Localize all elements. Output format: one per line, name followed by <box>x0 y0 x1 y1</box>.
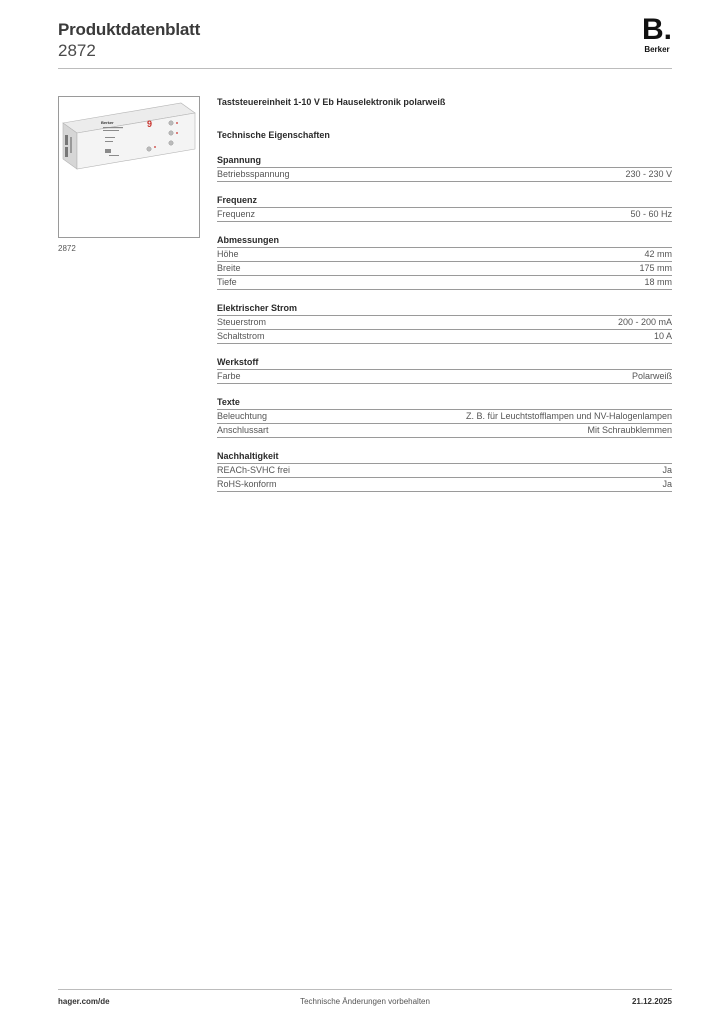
spec-group-werkstoff <box>217 356 672 384</box>
spec-label: Schaltstrom <box>217 331 265 341</box>
header-divider <box>58 68 672 69</box>
spec-group-title: Nachhaltigkeit <box>217 451 279 461</box>
spec-value: 10 A <box>653 331 672 341</box>
berker-logo <box>640 13 674 54</box>
spec-value: Mit Schraubklemmen <box>587 425 672 435</box>
spec-group-title: Abmessungen <box>217 235 280 245</box>
footer-divider <box>58 989 672 990</box>
spec-row <box>217 329 672 344</box>
spec-row <box>217 369 672 384</box>
document-number: 2872 <box>58 41 96 60</box>
spec-group-title: Frequenz <box>217 195 258 205</box>
spec-value: 50 - 60 Hz <box>630 209 672 219</box>
spec-value: 200 - 200 mA <box>617 317 672 327</box>
spec-value: Polarweiß <box>631 371 672 381</box>
section-heading: Technische Eigenschaften <box>217 130 330 140</box>
product-image <box>58 96 200 238</box>
spec-label: Breite <box>217 263 241 273</box>
product-illustration <box>59 97 199 237</box>
spec-value: 175 mm <box>639 263 672 273</box>
document-title: Produktdatenblatt <box>58 20 201 39</box>
spec-label: Beleuchtung <box>217 411 268 421</box>
spec-label: Höhe <box>217 249 239 259</box>
spec-label: Anschlussart <box>217 425 269 435</box>
spec-group-spannung <box>217 154 672 182</box>
spec-group-elektrischer-strom <box>217 302 672 344</box>
spec-row <box>217 463 672 477</box>
spec-row <box>217 275 672 290</box>
spec-row <box>217 315 672 329</box>
spec-value: Ja <box>662 479 672 489</box>
product-specifications <box>217 96 672 492</box>
spec-group-title: Texte <box>217 397 240 407</box>
logo-mark: B. <box>642 13 672 46</box>
spec-row <box>217 207 672 222</box>
svg-text:Berker: Berker <box>101 120 114 125</box>
spec-row <box>217 167 672 182</box>
image-caption: 2872 <box>58 244 76 253</box>
spec-group-title: Werkstoff <box>217 357 259 367</box>
spec-label: REACh-SVHC frei <box>217 465 291 475</box>
spec-group-title: Elektrischer Strom <box>217 303 298 313</box>
spec-value: Z. B. für Leuchtstofflampen und NV-Halogenlampen <box>466 411 672 421</box>
spec-label: Tiefe <box>217 277 237 287</box>
spec-group-texte <box>217 396 672 438</box>
spec-group-abmessungen <box>217 234 672 290</box>
spec-label: Betriebsspannung <box>217 169 290 179</box>
spec-row <box>217 409 672 423</box>
footer-date: 21.12.2025 <box>631 997 672 1006</box>
logo-text: Berker <box>644 45 670 54</box>
product-name: Taststeuereinheit 1-10 V Eb Hauselektronik polarweiß <box>217 97 446 107</box>
svg-text:9: 9 <box>147 119 153 129</box>
spec-row <box>217 477 672 492</box>
spec-row <box>217 261 672 275</box>
spec-value: 42 mm <box>644 249 672 259</box>
footer-disclaimer: Technische Änderungen vorbehalten <box>300 997 430 1006</box>
spec-label: Farbe <box>217 371 241 381</box>
spec-value: 18 mm <box>644 277 672 287</box>
spec-label: Frequenz <box>217 209 256 219</box>
spec-group-frequenz <box>217 194 672 222</box>
spec-label: RoHS-konform <box>217 479 277 489</box>
document-header <box>58 20 200 61</box>
spec-label: Steuerstrom <box>217 317 267 327</box>
spec-row <box>217 423 672 438</box>
spec-group-nachhaltigkeit <box>217 450 672 492</box>
spec-group-title: Spannung <box>217 155 261 165</box>
footer-website-link[interactable]: hager.com/de <box>58 997 110 1006</box>
spec-value: Ja <box>662 465 672 475</box>
spec-value: 230 - 230 V <box>625 169 672 179</box>
spec-row <box>217 247 672 261</box>
